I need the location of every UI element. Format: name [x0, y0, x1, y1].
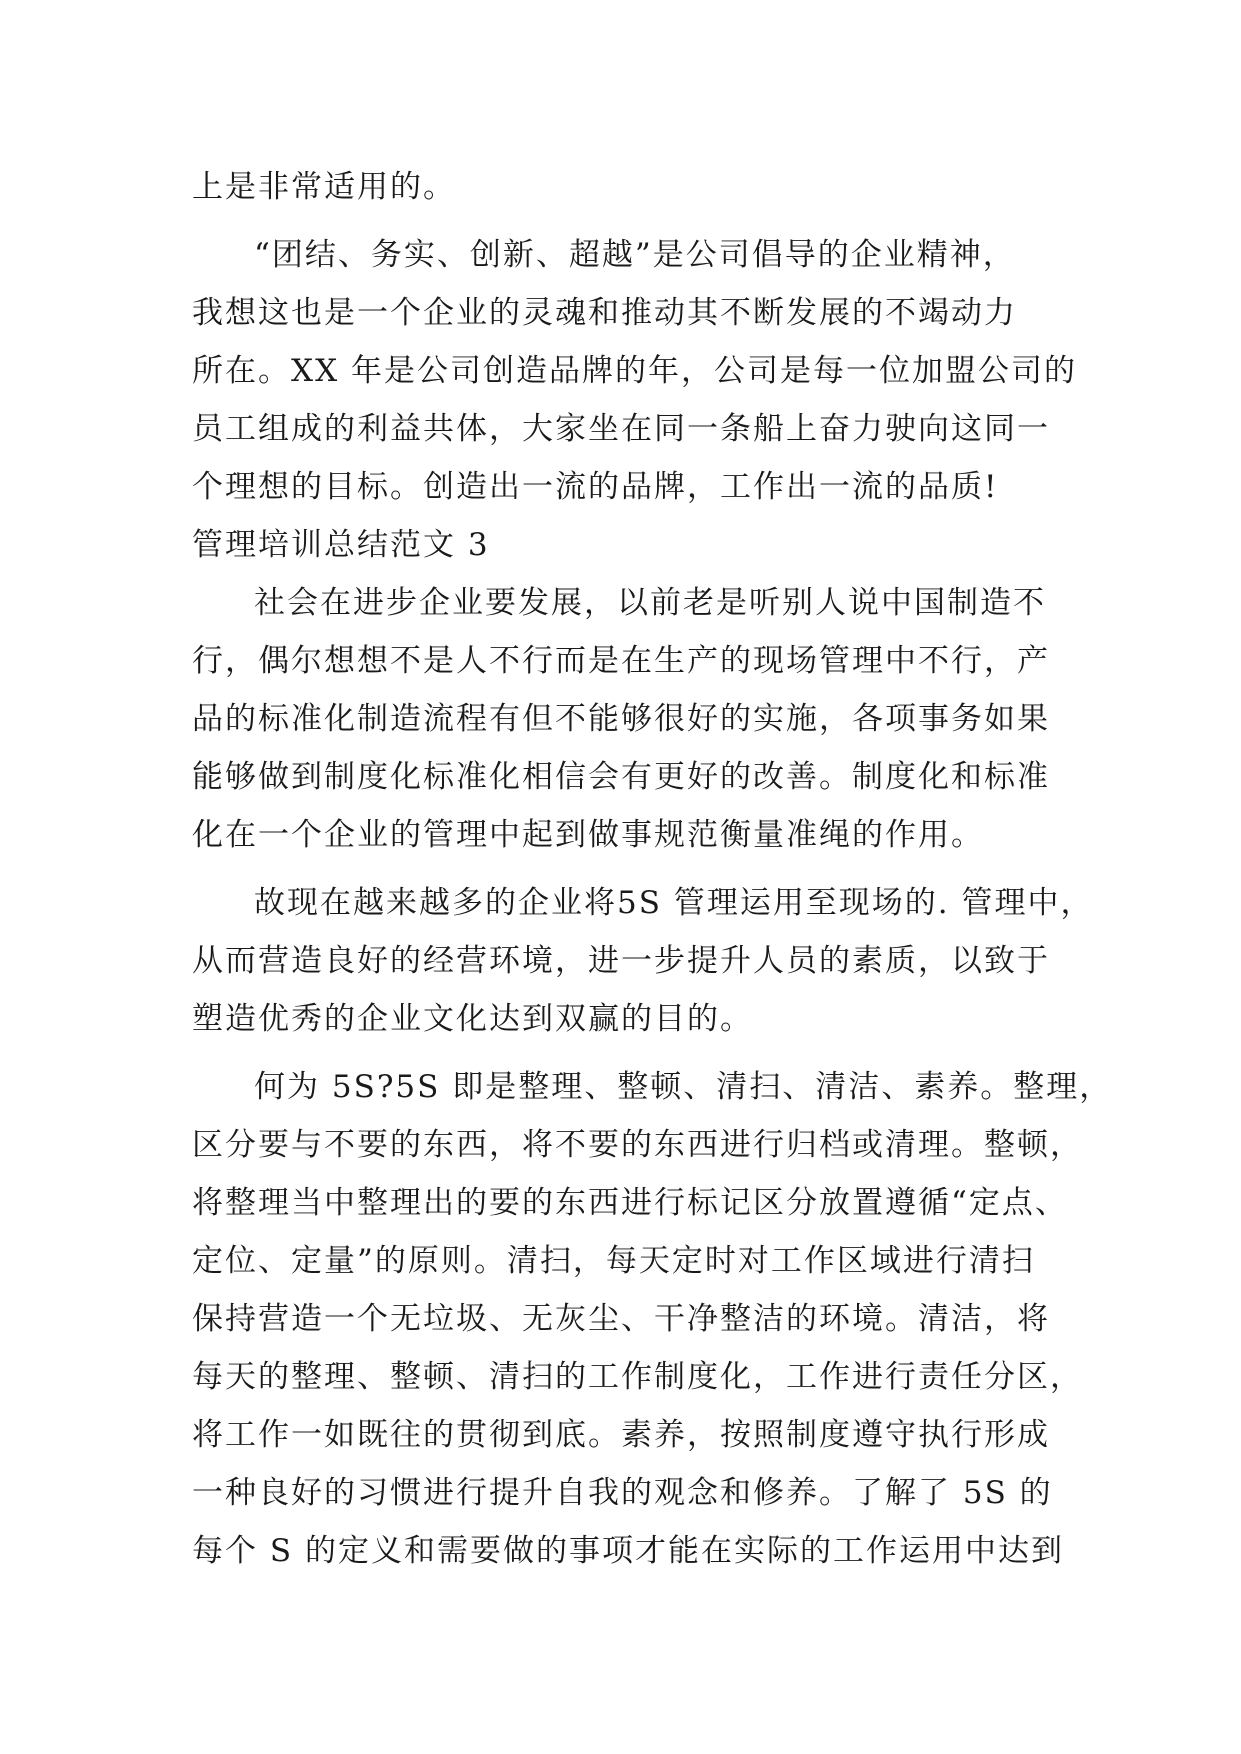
text-line: 化在一个企业的管理中起到做事规范衡量准绳的作用。: [192, 817, 984, 853]
text-line: 行，偶尔想想不是人不行而是在生产的现场管理中不行，产: [192, 643, 1050, 679]
text-line: 保持营造一个无垃圾、无灰尘、干净整洁的环境。清洁，将: [192, 1301, 1050, 1337]
document-body: [192, 158, 1113, 1580]
section-heading: 管理培训总结范文 3: [192, 527, 490, 563]
text-line: 将整理当中整理出的要的东西进行标记区分放置遵循“定点、: [192, 1185, 1068, 1221]
text-line: 将工作一如既往的贯彻到底。素养，按照制度遵守执行形成: [192, 1417, 1050, 1453]
text-line: 每个 S 的定义和需要做的事项才能在实际的工作运用中达到: [192, 1533, 1064, 1569]
paragraph-first-line: 社会在进步企业要发展，以前老是听别人说中国制造不: [254, 585, 1046, 621]
paragraph-first-line: 故现在越来越多的企业将5S 管理运用至现场的. 管理中，: [254, 885, 1094, 921]
paragraph-first-line: “团结、务实、创新、超越”是公司倡导的企业精神，: [254, 237, 1016, 273]
text-line: 能够做到制度化标准化相信会有更好的改善。制度化和标准: [192, 759, 1050, 795]
text-line: 塑造优秀的企业文化达到双赢的目的。: [192, 1001, 753, 1037]
text-line: 从而营造良好的经营环境，进一步提升人员的素质，以致于: [192, 943, 1050, 979]
text-line: 品的标准化制造流程有但不能够很好的实施，各项事务如果: [192, 701, 1050, 737]
text-line: 定位、定量”的原则。清扫，每天定时对工作区域进行清扫: [192, 1243, 1035, 1279]
text-line: 我想这也是一个企业的灵魂和推动其不断发展的不竭动力: [192, 295, 1017, 331]
text-line: 区分要与不要的东西，将不要的东西进行归档或清理。整顿，: [192, 1127, 1083, 1163]
text-line: 每天的整理、整顿、清扫的工作制度化，工作进行责任分区，: [192, 1359, 1083, 1395]
text-line: 所在。XX 年是公司创造品牌的年，公司是每一位加盟公司的: [192, 353, 1077, 389]
text-line: 上是非常适用的。: [192, 169, 456, 205]
text-line: 员工组成的利益共体，大家坐在同一条船上奋力驶向这同一: [192, 411, 1050, 447]
paragraph-first-line: 何为 5S?5S 即是整理、整顿、清扫、清洁、素养。整理，: [254, 1069, 1113, 1105]
text-line: 个理想的目标。创造出一流的品牌，工作出一流的品质!: [192, 469, 999, 505]
text-line: 一种良好的习惯进行提升自我的观念和修养。了解了 5S 的: [192, 1475, 1053, 1511]
